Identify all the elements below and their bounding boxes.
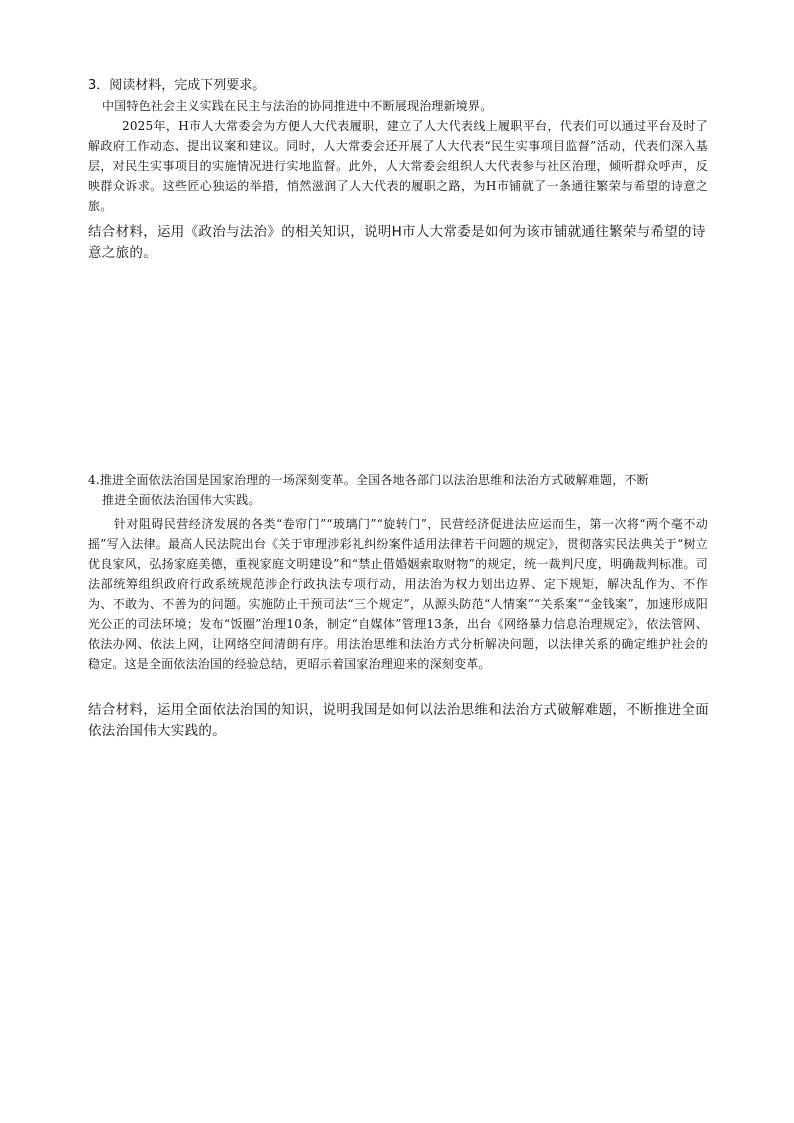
question-4-prompt: 结合材料，运用全面依法治国的知识，说明我国是如何以法治思维和法治方式破解难题，不断推进全面依法治国伟大实践的。 [88, 702, 709, 739]
question-3-title: 3．阅读材料，完成下列要求。 [88, 78, 266, 93]
question-4-lead [88, 470, 708, 510]
question-3-prompt: 结合材料，运用《政治与法治》的相关知识，说明H市人大常委是如何为该市铺就通往繁荣与希望的诗意之旅的。 [88, 224, 706, 261]
question-3-material [88, 96, 708, 216]
material-intro: 中国特色社会主义实践在民主与法治的协同推进中不断展现治理新境界。 [102, 99, 493, 113]
question-4-material [88, 514, 708, 674]
question-4-lead-line2: 推进全面依法治国伟大实践。 [102, 493, 261, 507]
question-4-lead-line1: 4.推进全面依法治国是国家治理的一场深刻变革。全国各地各部门以法治思维和法治方式破解难题，不断 [88, 473, 649, 487]
material-body: 针对阻碍民营经济发展的各类“卷帘门”“玻璃门”“旋转门”，民营经济促进法应运而生，第一次将“两个毫不动摇”写入法律。最高人民法院出台《关于审理涉彩礼纠纷案件适用法律若干问题的规定》，贯彻落实民法典关于“树立优良家风，弘扬家庭美德，重视家庭文明建设”和“禁止借婚姻索取财物”的规定，统一裁判尺度，明确裁判标准。司法部统筹组织政府行政系统规范涉企行政执法专项行动，用法治为权力划出边界、定下规矩，解决乱作为、不作为、不敢为、不善为的问题。实施防止干预司法“三个规定”，从源头防范“人情案”“关系案”“金钱案”，加速形成阳光公正的司法环境；发布“饭圈”治理10条，制定“自媒体”管理13条，出台《网络暴力信息治理规定》，依法管网、依法办网、依法上网，让网络空间清朗有序。用法治思维和法治方式分析解决问题，以法律关系的确定维护社会的稳定。这是全面依法治国的经验总结，更昭示着国家治理迎来的深刻变革。 [88, 517, 708, 671]
material-body: 2025年，H市人大常委会为方便人大代表履职，建立了人大代表线上履职平台，代表们可以通过平台及时了解政府工作动态、提出议案和建议。同时，人大常委会还开展了人大代表“民生实事项目监督”活动，代表们深入基层，对民生实事项目的实施情况进行实地监督。此外，人大常委会组织人大代表参与社区治理，倾听群众呼声，反映群众诉求。这些匠心独运的举措，悄然滋润了人大代表的履职之路，为H市铺就了一条通往繁荣与希望的诗意之旅。 [88, 119, 708, 213]
